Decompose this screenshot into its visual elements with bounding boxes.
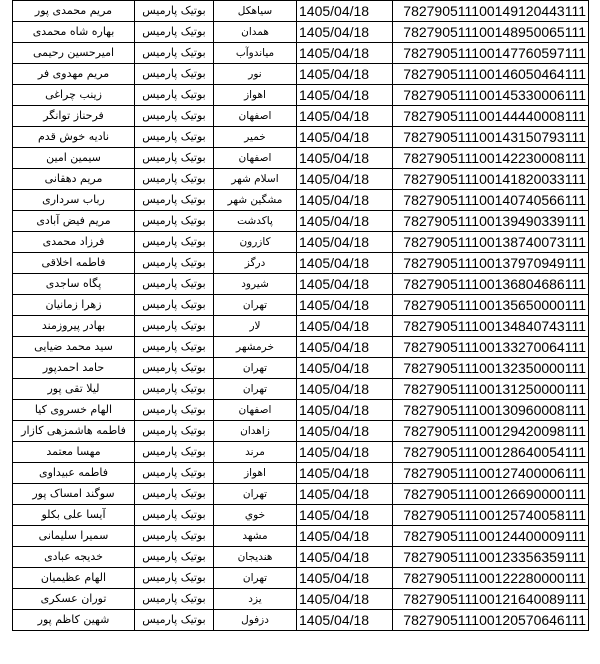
table-row [13, 148, 589, 169]
date-cell: 1405/04/18 [297, 442, 393, 463]
customer-name-cell: مریم مهدوی فر [13, 64, 135, 85]
tracking-code-cell: 782790511100145330006111 [393, 85, 589, 106]
customer-name-cell: الهام عظیمیان [13, 568, 135, 589]
city-cell: شیرود [214, 274, 297, 295]
city-cell: مشهد [214, 526, 297, 547]
shop-name-cell: بوتیک پارمیس [135, 274, 214, 295]
shop-name-cell: بوتیک پارمیس [135, 526, 214, 547]
city-cell: لار [214, 316, 297, 337]
customer-name-cell: توران عسکری [13, 589, 135, 610]
tracking-code-cell: 782790511100133270064111 [393, 337, 589, 358]
tracking-code-cell: 782790511100126690000111 [393, 484, 589, 505]
shop-name-cell: بوتیک پارمیس [135, 337, 214, 358]
city-cell: خرمشهر [214, 337, 297, 358]
date-cell: 1405/04/18 [297, 190, 393, 211]
table-row [13, 337, 589, 358]
date-cell: 1405/04/18 [297, 106, 393, 127]
customer-name-cell: لیلا تقی پور [13, 379, 135, 400]
date-cell: 1405/04/18 [297, 211, 393, 232]
date-cell: 1405/04/18 [297, 400, 393, 421]
tracking-code-cell: 782790511100139490339111 [393, 211, 589, 232]
customer-name-cell: شهین کاظم پور [13, 610, 135, 631]
tracking-code-cell: 782790511100130960008111 [393, 400, 589, 421]
city-cell: اسلام شهر [214, 169, 297, 190]
tracking-code-cell: 782790511100136804686111 [393, 274, 589, 295]
customer-name-cell: زینب چراغی [13, 85, 135, 106]
shop-name-cell: بوتیک پارمیس [135, 295, 214, 316]
date-cell: 1405/04/18 [297, 484, 393, 505]
city-cell: نور [214, 64, 297, 85]
city-cell: هندیجان [214, 547, 297, 568]
customer-name-cell: بهادر پیروزمند [13, 316, 135, 337]
customer-name-cell: نادیه خوش قدم [13, 127, 135, 148]
tracking-code-cell: 782790511100124400009111 [393, 526, 589, 547]
table-row [13, 1, 589, 22]
date-cell: 1405/04/18 [297, 127, 393, 148]
date-cell: 1405/04/18 [297, 274, 393, 295]
customer-name-cell: مریم محمدی پور [13, 1, 135, 22]
customer-name-cell: فرحناز توانگر [13, 106, 135, 127]
customer-name-cell: حامد احمدپور [13, 358, 135, 379]
table-row [13, 589, 589, 610]
table-row [13, 127, 589, 148]
city-cell: تهران [214, 379, 297, 400]
tracking-code-cell: 782790511100147760597111 [393, 43, 589, 64]
records-table-body [13, 1, 589, 631]
city-cell: میاندوآب [214, 43, 297, 64]
table-row [13, 64, 589, 85]
city-cell: اهواز [214, 85, 297, 106]
tracking-code-cell: 782790511100142230008111 [393, 148, 589, 169]
city-cell: همدان [214, 22, 297, 43]
shop-name-cell: بوتیک پارمیس [135, 232, 214, 253]
table-row [13, 358, 589, 379]
table-row [13, 85, 589, 106]
customer-name-cell: پگاه ساجدی [13, 274, 135, 295]
shop-name-cell: بوتیک پارمیس [135, 379, 214, 400]
city-cell: دزفول [214, 610, 297, 631]
customer-name-cell: آیسا علی بکلو [13, 505, 135, 526]
shop-name-cell: بوتیک پارمیس [135, 43, 214, 64]
table-row [13, 190, 589, 211]
customer-name-cell: خدیجه عبادی [13, 547, 135, 568]
shop-name-cell: بوتیک پارمیس [135, 505, 214, 526]
tracking-code-cell: 782790511100141820033111 [393, 169, 589, 190]
date-cell: 1405/04/18 [297, 568, 393, 589]
records-table [12, 0, 589, 631]
table-row [13, 484, 589, 505]
date-cell: 1405/04/18 [297, 379, 393, 400]
shop-name-cell: بوتیک پارمیس [135, 64, 214, 85]
shop-name-cell: بوتیک پارمیس [135, 106, 214, 127]
tracking-code-cell: 782790511100123356359111 [393, 547, 589, 568]
date-cell: 1405/04/18 [297, 526, 393, 547]
table-row [13, 253, 589, 274]
date-cell: 1405/04/18 [297, 463, 393, 484]
customer-name-cell: سیمین امین [13, 148, 135, 169]
table-row [13, 547, 589, 568]
date-cell: 1405/04/18 [297, 22, 393, 43]
shop-name-cell: بوتیک پارمیس [135, 253, 214, 274]
city-cell: مرند [214, 442, 297, 463]
table-row [13, 505, 589, 526]
city-cell: زاهدان [214, 421, 297, 442]
shop-name-cell: بوتیک پارمیس [135, 22, 214, 43]
date-cell: 1405/04/18 [297, 295, 393, 316]
tracking-code-cell: 782790511100132350000111 [393, 358, 589, 379]
tracking-code-cell: 782790511100125740058111 [393, 505, 589, 526]
table-row [13, 22, 589, 43]
city-cell: مشگین شهر [214, 190, 297, 211]
shop-name-cell: بوتیک پارمیس [135, 211, 214, 232]
city-cell: اهواز [214, 463, 297, 484]
city-cell: درگز [214, 253, 297, 274]
customer-name-cell: مهسا معتمد [13, 442, 135, 463]
tracking-code-cell: 782790511100120570646111 [393, 610, 589, 631]
shop-name-cell: بوتیک پارمیس [135, 400, 214, 421]
date-cell: 1405/04/18 [297, 358, 393, 379]
tracking-code-cell: 782790511100140740566111 [393, 190, 589, 211]
city-cell: تهران [214, 295, 297, 316]
shop-name-cell: بوتیک پارمیس [135, 169, 214, 190]
table-row [13, 316, 589, 337]
customer-name-cell: زهرا زمانیان [13, 295, 135, 316]
table-row [13, 442, 589, 463]
date-cell: 1405/04/18 [297, 253, 393, 274]
shop-name-cell: بوتیک پارمیس [135, 568, 214, 589]
tracking-code-cell: 782790511100122280000111 [393, 568, 589, 589]
customer-name-cell: سید محمد ضیایی [13, 337, 135, 358]
customer-name-cell: فاطمه هاشمزهی کازار [13, 421, 135, 442]
table-row [13, 568, 589, 589]
date-cell: 1405/04/18 [297, 610, 393, 631]
customer-name-cell: بهاره شاه محمدی [13, 22, 135, 43]
date-cell: 1405/04/18 [297, 337, 393, 358]
shop-name-cell: بوتیک پارمیس [135, 316, 214, 337]
shop-name-cell: بوتیک پارمیس [135, 358, 214, 379]
tracking-code-cell: 782790511100129420098111 [393, 421, 589, 442]
tracking-code-cell: 782790511100149120443111 [393, 1, 589, 22]
date-cell: 1405/04/18 [297, 316, 393, 337]
table-row [13, 400, 589, 421]
customer-name-cell: امیرحسین رحیمی [13, 43, 135, 64]
shop-name-cell: بوتیک پارمیس [135, 85, 214, 106]
tracking-code-cell: 782790511100127400006111 [393, 463, 589, 484]
shop-name-cell: بوتیک پارمیس [135, 484, 214, 505]
tracking-code-cell: 782790511100121640089111 [393, 589, 589, 610]
date-cell: 1405/04/18 [297, 64, 393, 85]
table-row [13, 526, 589, 547]
city-cell: یزد [214, 589, 297, 610]
tracking-code-cell: 782790511100137970949111 [393, 253, 589, 274]
city-cell: کازرون [214, 232, 297, 253]
customer-name-cell: سمیرا سلیمانی [13, 526, 135, 547]
date-cell: 1405/04/18 [297, 589, 393, 610]
customer-name-cell: سوگند امساک پور [13, 484, 135, 505]
tracking-code-cell: 782790511100143150793111 [393, 127, 589, 148]
tracking-code-cell: 782790511100138740073111 [393, 232, 589, 253]
city-cell: اصفهان [214, 106, 297, 127]
table-row [13, 211, 589, 232]
table-row [13, 106, 589, 127]
date-cell: 1405/04/18 [297, 505, 393, 526]
shop-name-cell: بوتیک پارمیس [135, 421, 214, 442]
city-cell: اصفهان [214, 148, 297, 169]
tracking-code-cell: 782790511100146050464111 [393, 64, 589, 85]
table-row [13, 421, 589, 442]
date-cell: 1405/04/18 [297, 547, 393, 568]
city-cell: تهران [214, 358, 297, 379]
date-cell: 1405/04/18 [297, 421, 393, 442]
date-cell: 1405/04/18 [297, 169, 393, 190]
table-row [13, 379, 589, 400]
tracking-code-cell: 782790511100148950065111 [393, 22, 589, 43]
customer-name-cell: مریم فیض آبادی [13, 211, 135, 232]
customer-name-cell: فاطمه اخلاقی [13, 253, 135, 274]
shop-name-cell: بوتیک پارمیس [135, 148, 214, 169]
customer-name-cell: فرزاد محمدی [13, 232, 135, 253]
city-cell: سیاهکل [214, 1, 297, 22]
date-cell: 1405/04/18 [297, 148, 393, 169]
shop-name-cell: بوتیک پارمیس [135, 442, 214, 463]
table-row [13, 610, 589, 631]
table-row [13, 169, 589, 190]
date-cell: 1405/04/18 [297, 232, 393, 253]
shop-name-cell: بوتیک پارمیس [135, 190, 214, 211]
tracking-code-cell: 782790511100135650000111 [393, 295, 589, 316]
customer-name-cell: مریم دهقانی [13, 169, 135, 190]
city-cell: تهران [214, 568, 297, 589]
shop-name-cell: بوتیک پارمیس [135, 1, 214, 22]
shop-name-cell: بوتیک پارمیس [135, 127, 214, 148]
customer-name-cell: الهام خسروی کیا [13, 400, 135, 421]
date-cell: 1405/04/18 [297, 43, 393, 64]
shop-name-cell: بوتیک پارمیس [135, 610, 214, 631]
table-row [13, 463, 589, 484]
table-row [13, 232, 589, 253]
date-cell: 1405/04/18 [297, 1, 393, 22]
tracking-code-cell: 782790511100134840743111 [393, 316, 589, 337]
city-cell: پاکدشت [214, 211, 297, 232]
customer-name-cell: فاطمه عبیداوی [13, 463, 135, 484]
tracking-code-cell: 782790511100144440008111 [393, 106, 589, 127]
tracking-code-cell: 782790511100128640054111 [393, 442, 589, 463]
city-cell: تهران [214, 484, 297, 505]
date-cell: 1405/04/18 [297, 85, 393, 106]
city-cell: خمیر [214, 127, 297, 148]
shop-name-cell: بوتیک پارمیس [135, 589, 214, 610]
table-row [13, 274, 589, 295]
shop-name-cell: بوتیک پارمیس [135, 463, 214, 484]
customer-name-cell: رباب سرداری [13, 190, 135, 211]
city-cell: اصفهان [214, 400, 297, 421]
table-row [13, 43, 589, 64]
tracking-code-cell: 782790511100131250000111 [393, 379, 589, 400]
shop-name-cell: بوتیک پارمیس [135, 547, 214, 568]
city-cell: خوي [214, 505, 297, 526]
table-row [13, 295, 589, 316]
